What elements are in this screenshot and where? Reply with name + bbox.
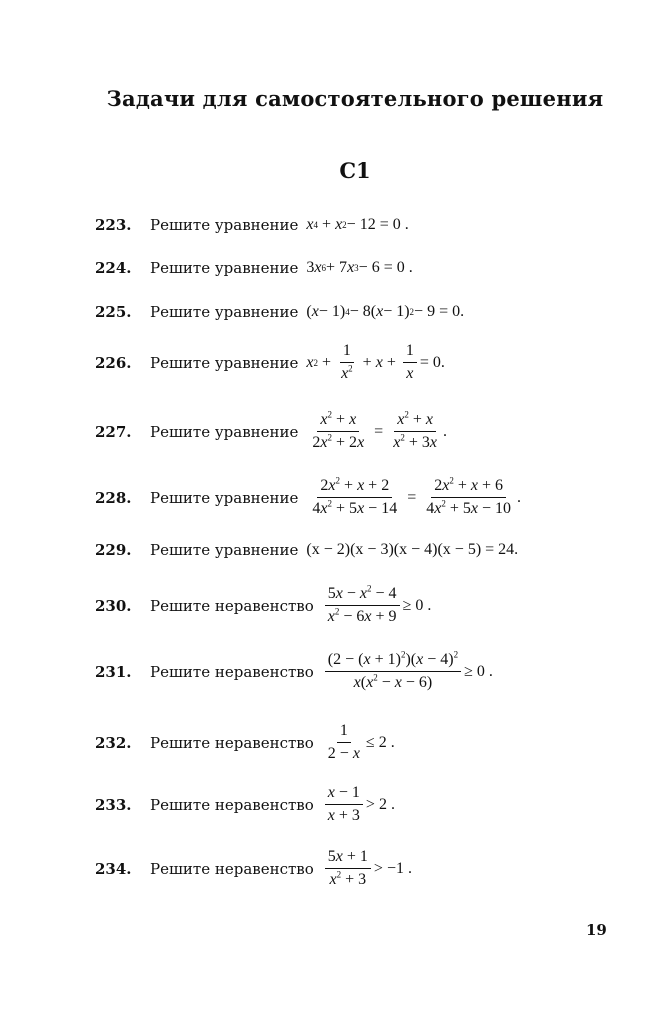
problem-227 (95, 411, 447, 452)
problem-label: Решите уравнение (150, 488, 299, 507)
problem-number: 232. (95, 733, 132, 752)
equation: x 4 + x 2 − 12 = 0 . (306, 216, 409, 233)
problem-231 (95, 651, 493, 692)
equation: x 2 + $\frac{1}{x^2}$ + x + $\frac{1}{x}$ = 0. (306, 342, 445, 382)
inequality: $\frac{x - 1}{x + 3}$ > 2 . (322, 784, 395, 825)
problem-number: 223. (95, 216, 132, 234)
problem-label: Решите уравнение (150, 353, 299, 372)
problem-number: 227. (95, 422, 132, 441)
problem-number: 233. (95, 795, 132, 814)
problem-label: Решите неравенство (150, 662, 314, 681)
section-heading: С1 (339, 158, 371, 183)
page-title: Задачи для самостоятельного решения (106, 86, 604, 111)
problem-label: Решите уравнение (150, 259, 299, 277)
problem-number: 228. (95, 488, 132, 507)
problem-232 (95, 722, 395, 763)
problem-230 (95, 585, 431, 626)
problem-label: Решите неравенство (150, 795, 314, 814)
inequality: $\frac{5x - x^2 - 4}{x^2 - 6x + 9}$ ≥ 0 . (322, 585, 432, 626)
problem-224 (95, 259, 413, 277)
inequality: $\frac{1}{2 - x}$ ≤ 2 . (327, 722, 395, 762)
problem-number: 225. (95, 303, 132, 321)
problem-number: 224. (95, 259, 132, 277)
page-number: 19 (586, 921, 607, 939)
problem-label: Решите уравнение (150, 422, 299, 441)
problem-label: Решите неравенство (150, 596, 314, 615)
problem-225 (95, 303, 464, 321)
problem-234 (95, 848, 412, 889)
problem-label: Решите уравнение (150, 216, 299, 234)
problem-229 (95, 541, 518, 559)
problem-228 (95, 477, 521, 518)
problem-number: 234. (95, 859, 132, 878)
problem-label: Решите уравнение (150, 303, 299, 321)
problem-label: Решите неравенство (150, 733, 314, 752)
problem-233 (95, 784, 395, 825)
inequality: $\frac{5x + 1}{x^2 + 3}$ > −1 . (322, 848, 412, 889)
problem-226 (95, 342, 445, 383)
equation: $\frac{2x^2 + x + 2}{4x^2 + 5x - 14}$ = $\frac{2x^2 + x + 6}{4x^2 + 5x - 10}$ . (312, 475, 522, 517)
equation: $\frac{x^2 + x}{2x^2 + 2x}$ = $\frac{x^2 + x}{x^2 + 3x}$ . (312, 409, 447, 451)
equation: ( x − 1) 4 − 8( x − 1) 2 − 9 = 0. (306, 303, 465, 320)
problem-number: 226. (95, 353, 132, 372)
equation: 3 x 6 + 7 x 3 − 6 = 0 . (306, 259, 413, 276)
problem-number: 229. (95, 541, 132, 559)
problem-number: 231. (95, 662, 132, 681)
problem-label: Решите неравенство (150, 859, 314, 878)
equation: (x − 2)(x − 3)(x − 4)(x − 5) = 24. (306, 541, 519, 558)
problem-label: Решите уравнение (150, 541, 299, 559)
problem-223 (95, 216, 409, 234)
inequality: $\frac{(2 - (x + 1)^2)(x - 4)^2}{x(x^2 - x - 6)}$ ≥ 0 . (322, 651, 493, 692)
problem-number: 230. (95, 596, 132, 615)
